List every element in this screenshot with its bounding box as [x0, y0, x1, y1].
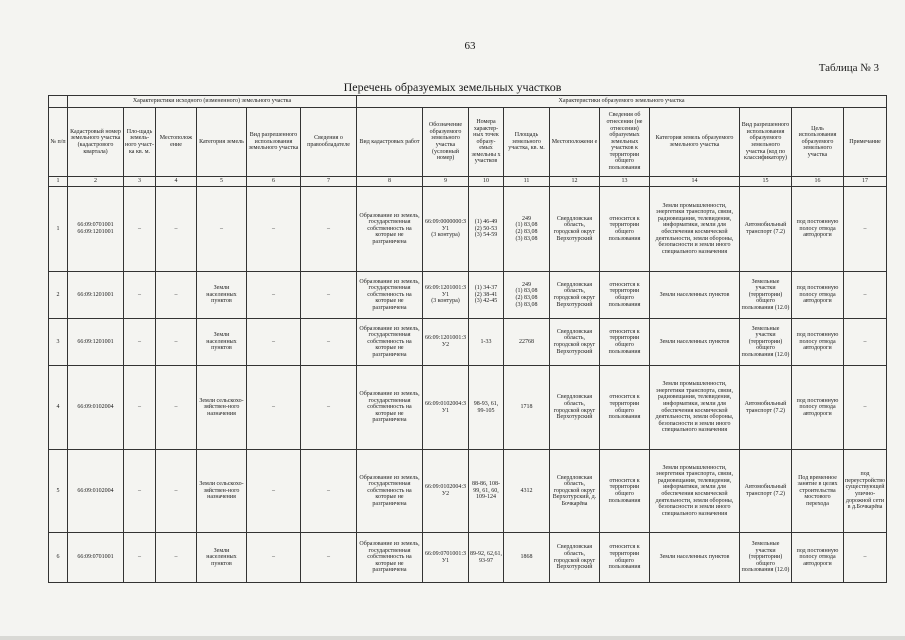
- table-cell: Образование из земель, государственная собственность на которые не разграничена: [357, 450, 423, 533]
- column-header: Пло-щадь земель-ного участ-ка кв. м.: [124, 108, 156, 177]
- table-cell: –: [301, 450, 357, 533]
- table-cell: 1-33: [469, 319, 504, 366]
- column-header: Вид разрешенного использования земельного участка: [247, 108, 301, 177]
- table-cell: 66:09:1201001: [68, 272, 124, 319]
- column-header: № п/п: [49, 108, 68, 177]
- table-cell: –: [844, 272, 887, 319]
- table-cell: Свердловская область, городской округ Верхотурский, д. Бочкарёва: [550, 450, 600, 533]
- table-cell: 5: [49, 450, 68, 533]
- table-cell: Образование из земель, государственная собственность на которые не разграничена: [357, 366, 423, 450]
- table-cell: (1) 46-49 (2) 50-53 (3) 54-59: [469, 187, 504, 272]
- table-cell: Автомобильный транспорт (7.2): [740, 450, 792, 533]
- table-cell: Образование из земель, государственная собственность на которые не разграничена: [357, 319, 423, 366]
- table-cell: –: [247, 187, 301, 272]
- table-cell: Земли населенных пунктов: [650, 533, 740, 583]
- column-header: Категория земель: [197, 108, 247, 177]
- table-cell: под постоянную полосу отвода автодороги: [792, 187, 844, 272]
- column-number-row: [49, 177, 887, 187]
- table-cell: –: [197, 187, 247, 272]
- table-row: [49, 533, 887, 583]
- table-cell: Образование из земель, государственная собственность на которые не разграничена: [357, 187, 423, 272]
- table-cell: Земельные участки (территории) общего пользования (12.0): [740, 272, 792, 319]
- table-cell: Земли населенных пунктов: [197, 272, 247, 319]
- table-cell: (1) 34-37 (2) 38-41 (3) 42-45: [469, 272, 504, 319]
- column-number: 10: [469, 177, 504, 187]
- table-cell: –: [156, 187, 197, 272]
- table-cell: –: [301, 366, 357, 450]
- column-number: 8: [357, 177, 423, 187]
- table-cell: 22768: [504, 319, 550, 366]
- table-row: [49, 450, 887, 533]
- column-header: Обозначение образуемого земельного участка (условный номер): [423, 108, 469, 177]
- table-cell: 66:09:0102004: [68, 450, 124, 533]
- table-cell: относится к территории общего пользования: [600, 187, 650, 272]
- table-cell: 1718: [504, 366, 550, 450]
- table-cell: относится к территории общего пользования: [600, 450, 650, 533]
- table-cell: относится к территории общего пользования: [600, 319, 650, 366]
- column-header: Примечание: [844, 108, 887, 177]
- table-cell: 89-92, 62,61, 93-97: [469, 533, 504, 583]
- group-header-formed: Характеристики образуемого земельного участка: [357, 96, 887, 108]
- document-title: Перечень образуемых земельных участков: [343, 80, 562, 94]
- column-header: Сведения об отнесении (не отнесении) образуемых земельных участков к территории общего пользования: [600, 108, 650, 177]
- group-header-blank: [49, 96, 68, 108]
- table-cell: Свердловская область, городской округ Верхотурский: [550, 272, 600, 319]
- table-cell: Земли населенных пунктов: [650, 272, 740, 319]
- table-cell: Свердловская область, городской округ Верхотурский: [550, 319, 600, 366]
- column-header: Номера характер-ных точек образу-емых земельны х участков: [469, 108, 504, 177]
- table-cell: –: [301, 533, 357, 583]
- column-number: 12: [550, 177, 600, 187]
- table-cell: 249 (1) 83,08 (2) 83,08 (3) 83,08: [504, 187, 550, 272]
- table-cell: 1: [49, 187, 68, 272]
- column-number: 16: [792, 177, 844, 187]
- table-cell: –: [247, 366, 301, 450]
- table-cell: –: [247, 450, 301, 533]
- table-cell: –: [124, 533, 156, 583]
- table-cell: –: [156, 533, 197, 583]
- table-cell: 88-86, 108-99, 61, 60, 109-124: [469, 450, 504, 533]
- table-cell: 1868: [504, 533, 550, 583]
- table-cell: Под временное занятие в целях строительства мостового перехода: [792, 450, 844, 533]
- table-cell: 98-93, 61, 99-105: [469, 366, 504, 450]
- table-cell: –: [844, 319, 887, 366]
- table-row: [49, 187, 887, 272]
- column-number: 5: [197, 177, 247, 187]
- column-number: 9: [423, 177, 469, 187]
- table-cell: –: [247, 533, 301, 583]
- column-number: 7: [301, 177, 357, 187]
- table-cell: Автомобильный транспорт (7.2): [740, 366, 792, 450]
- table-cell: под постоянную полосу отвода автодороги: [792, 533, 844, 583]
- table-cell: 4312: [504, 450, 550, 533]
- table-cell: Земли промышленности, энергетики транспорта, связи, радиовещания, телевидения, информатики, земли для обеспечения космической деятельности, земли обороны, безопасности и земли иного специального назначения: [650, 450, 740, 533]
- table-cell: 2: [49, 272, 68, 319]
- table-cell: Земли сельскохо-зяйствен-ного назначения: [197, 450, 247, 533]
- table-cell: 66:09:0102004: [68, 366, 124, 450]
- table-cell: –: [844, 187, 887, 272]
- table-cell: –: [124, 187, 156, 272]
- table-cell: –: [247, 319, 301, 366]
- table-cell: Свердловская область, городской округ Верхотурский: [550, 366, 600, 450]
- table-cell: –: [844, 366, 887, 450]
- scan-bottom-edge: [0, 636, 905, 640]
- table-row: [49, 272, 887, 319]
- table-cell: 66:09:1201001:ЗУ1 (3 контура): [423, 272, 469, 319]
- column-header: Вид разрешенного использования образуемого земельного участка (код по классификатору): [740, 108, 792, 177]
- table-cell: 3: [49, 319, 68, 366]
- table-cell: –: [301, 319, 357, 366]
- table-cell: Земли населенных пунктов: [197, 319, 247, 366]
- column-number: 11: [504, 177, 550, 187]
- group-header-row: [49, 96, 887, 108]
- table-cell: Земли населенных пунктов: [197, 533, 247, 583]
- table-cell: Земли населенных пунктов: [650, 319, 740, 366]
- table-cell: под постоянную полосу отвода автодороги: [792, 319, 844, 366]
- table-cell: –: [844, 533, 887, 583]
- column-number: 17: [844, 177, 887, 187]
- table-label: Таблица № 3: [818, 62, 879, 74]
- column-header: Категория земель образуемого земельного участка: [650, 108, 740, 177]
- table-cell: 249 (1) 83,08 (2) 83,08 (3) 83,08: [504, 272, 550, 319]
- table-cell: под постоянную полосу отвода автодороги: [792, 366, 844, 450]
- table-cell: 66:09:0701001 66:09:1201001: [68, 187, 124, 272]
- table-cell: 6: [49, 533, 68, 583]
- table-cell: 66:09:0701001:ЗУ1: [423, 533, 469, 583]
- column-header: Площадь земельного участка, кв. м.: [504, 108, 550, 177]
- table-cell: –: [124, 366, 156, 450]
- table-cell: –: [301, 272, 357, 319]
- column-header-row: [49, 108, 887, 177]
- table-cell: Земли сельскохо-зяйствен-ного назначения: [197, 366, 247, 450]
- table-cell: относится к территории общего пользования: [600, 366, 650, 450]
- page-number: 63: [464, 40, 476, 52]
- table-cell: под переустройство существующей улично-дорожной сети в д.Бочкарёва: [844, 450, 887, 533]
- table-cell: Земли промышленности, энергетики транспорта, связи, радиовещания, телевидения, информатики, земли для обеспечения космической деятельности, земли обороны, безопасности и земли иного специального назначения: [650, 187, 740, 272]
- column-header: Сведения о правообладателе: [301, 108, 357, 177]
- table-cell: 66:09:0701001: [68, 533, 124, 583]
- column-header: Местоположени е: [550, 108, 600, 177]
- column-number: 4: [156, 177, 197, 187]
- column-header: Вид кадастровых работ: [357, 108, 423, 177]
- table-cell: относится к территории общего пользования: [600, 272, 650, 319]
- table-cell: 66:09:0000000:ЗУ1 (3 контура): [423, 187, 469, 272]
- land-plots-table: [48, 95, 887, 583]
- column-number: 3: [124, 177, 156, 187]
- table-cell: 66:09:1201001: [68, 319, 124, 366]
- table-cell: –: [156, 450, 197, 533]
- table-row: [49, 366, 887, 450]
- table-cell: –: [301, 187, 357, 272]
- table-cell: Земли промышленности, энергетики транспорта, связи, радиовещания, телевидения, информатики, земли для обеспечения космической деятельности, земли обороны, безопасности и земли иного специального назначения: [650, 366, 740, 450]
- table-cell: –: [124, 450, 156, 533]
- table-cell: Земельные участки (территории) общего пользования (12.0): [740, 319, 792, 366]
- table-cell: –: [124, 272, 156, 319]
- column-header: Кадастровый номер земельного участка (кадастрового квартала): [68, 108, 124, 177]
- table-cell: 66:09:0102004:ЗУ1: [423, 366, 469, 450]
- table-cell: 4: [49, 366, 68, 450]
- table-cell: относится к территории общего пользования: [600, 533, 650, 583]
- column-number: 13: [600, 177, 650, 187]
- table-cell: 66:09:0102004:ЗУ2: [423, 450, 469, 533]
- table-cell: Образование из земель, государственная собственность на которые не разграничена: [357, 272, 423, 319]
- table-cell: Автомобильный транспорт (7.2): [740, 187, 792, 272]
- group-header-source: Характеристики исходного (измененного) земельного участка: [68, 96, 357, 108]
- column-header: Местополож ение: [156, 108, 197, 177]
- table-cell: Образование из земель, государственная собственность на которые не разграничена: [357, 533, 423, 583]
- table-cell: –: [156, 319, 197, 366]
- table-cell: Свердловская область, городской округ Верхотурский: [550, 533, 600, 583]
- column-header: Цель использования образуемого земельного участка: [792, 108, 844, 177]
- column-number: 6: [247, 177, 301, 187]
- table-cell: –: [124, 319, 156, 366]
- table-cell: –: [156, 272, 197, 319]
- table-cell: –: [247, 272, 301, 319]
- table-row: [49, 319, 887, 366]
- table-cell: Земельные участки (территории) общего пользования (12.0): [740, 533, 792, 583]
- table-cell: –: [156, 366, 197, 450]
- column-number: 1: [49, 177, 68, 187]
- column-number: 15: [740, 177, 792, 187]
- table-cell: под постоянную полосу отвода автодороги: [792, 272, 844, 319]
- column-number: 2: [68, 177, 124, 187]
- column-number: 14: [650, 177, 740, 187]
- table-cell: 66:09:1201001:ЗУ2: [423, 319, 469, 366]
- table-cell: Свердловская область, городской округ Верхотурский: [550, 187, 600, 272]
